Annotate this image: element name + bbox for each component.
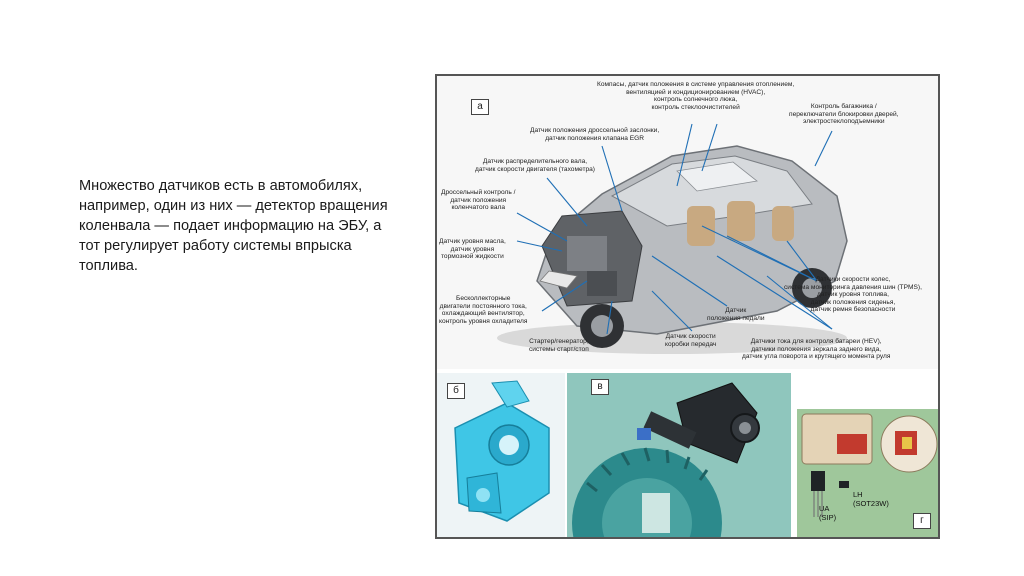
chip-label-lh [853,491,889,508]
label-gearbox-line: коробки передач [665,340,717,348]
panel-letter-v: в [591,379,609,395]
slide-body-text: Множество датчиков есть в автомобилях, например, один из них — детектор вращения коленвала — подает информацию на ЭБУ, а тот регулирует работу системы впрыска топлива. [79,178,388,274]
label-hvac-line: контроль стеклоочистителей [651,103,740,111]
panel-letter-g: г [913,513,931,529]
label-throttle-line: датчик положения клапана EGR [545,134,644,142]
label-throttle-control-line: Дроссельный контроль / [441,189,516,196]
label-starter-line: Стартер/генератор, [529,338,589,345]
label-starter-line: системы старт/стоп [529,345,589,353]
label-hvac-line: вентиляцией и кондиционированием (HVAC), [626,88,766,96]
label-throttle-line: Датчик положения дроссельной заслонки, [530,127,660,134]
panel-car-sensors [437,76,938,369]
label-starter [529,338,589,353]
label-tpms-line: датчик положения сиденья, [810,298,896,306]
label-oil-level-line: датчик уровня [450,245,495,253]
crankshaft-sensor-illustration [567,373,791,537]
label-tpms [784,276,922,314]
label-bldc-line: контроль уровня охладителя [439,317,528,325]
label-trunk-line: Контроль багажника / [810,103,877,110]
chip-label-lh-line: LH [853,490,863,499]
label-camshaft-line: датчик скорости двигателя (тахометра) [475,165,596,173]
panel-hall-sensor-chips [797,409,938,537]
label-gearbox [665,333,716,348]
label-bldc-line: охлаждающий вентилятор, [441,310,525,318]
label-pedal [707,307,765,322]
chip-label-ua-line: UA [819,504,830,513]
label-oil-level-line: тормозной жидкости [440,253,504,261]
label-tpms-line: система мониторинга давления шин (TPMS), [784,283,922,291]
label-pedal-line: положения педали [707,314,765,322]
label-throttle-control-line: датчик положения [450,196,507,204]
label-bldc-line: Бесколлекторные [456,295,511,302]
label-hev [742,338,890,361]
label-oil-level-line: Датчик уровня масла, [439,238,506,245]
label-hvac-line: Компасы, датчик положения в системе управления отоплением, [597,81,795,88]
label-pedal-line: Датчик [725,307,747,314]
label-throttle [530,127,659,142]
chip-label-lh-line: (SOT23W) [853,498,889,508]
label-throttle-control-line: коленчатого вала [451,204,506,212]
chip-label-ua [819,505,836,522]
label-bldc [439,295,527,325]
label-throttle-control [441,189,515,212]
label-hvac-line: контроль солнечного люка, [654,96,738,104]
label-trunk-line: переключатели блокировки дверей, [789,110,899,118]
label-trunk [789,103,899,126]
sensor-figure [435,74,940,539]
panel-sensor-housing [437,373,565,537]
label-tpms-line: Датчики скорости колес, [815,276,891,283]
panel-letter-a: а [471,99,489,115]
label-hev-line: датчик угла поворота и крутящего момента руля [742,353,891,361]
label-hvac [597,81,794,111]
label-gearbox-line: Датчик скорости [665,333,716,340]
panel-crankshaft-sensor [567,373,791,537]
chip-label-ua-line: (SIP) [819,512,837,522]
label-bldc-line: двигатели постоянного тока, [439,302,527,310]
panel-letter-b: б [447,383,465,399]
label-tpms-line: датчик ремня безопасности [810,306,896,314]
label-oil-level [439,238,506,261]
label-trunk-line: электростеклоподъемники [803,118,885,126]
label-tpms-line: датчик уровня топлива, [816,291,889,299]
label-camshaft [475,158,595,173]
label-camshaft-line: Датчик распределительного вала, [482,158,588,165]
label-hev-line: датчики положения зеркала заднего вида, [751,345,882,353]
label-hev-line: Датчики тока для контроля батареи (HEV), [750,338,882,345]
